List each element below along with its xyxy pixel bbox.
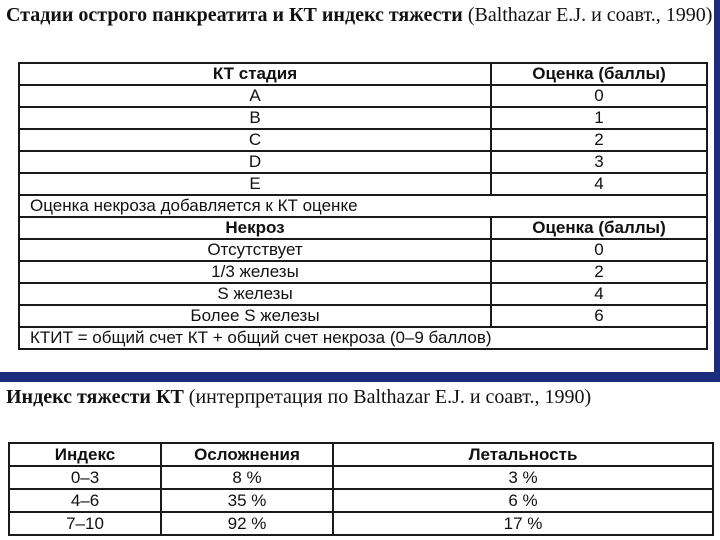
table-row [19,85,707,107]
score-cell: 4 [491,173,707,195]
table-row [19,239,707,261]
ct-stage-table [18,62,708,350]
score-cell: 2 [491,261,707,283]
necrosis-cell: Более S железы [19,305,491,327]
heading-severity-normal: (интерпретация по Balthazar E.J. и соавт., 1990) [183,386,592,408]
slide-edge-bar [714,0,720,372]
necrosis-cell: S железы [19,283,491,305]
table-header-row [19,63,707,85]
table-header-row [19,217,707,239]
table-row [19,107,707,129]
index-header: Индекс [9,443,161,466]
heading-stages [6,4,714,27]
heading-stages-bold: Стадии острого панкреатита и КТ индекс тяжести [6,4,463,26]
stage-cell: A [19,85,491,107]
mortality-cell: 17 % [333,512,713,535]
heading-stages-normal: (Balthazar E.J. и соавт., 1990) [462,4,713,26]
stage-cell: B [19,107,491,129]
mortality-header: Летальность [333,443,713,466]
section-divider [0,372,720,382]
stage-cell: E [19,173,491,195]
score-cell: 2 [491,129,707,151]
score-cell: 4 [491,283,707,305]
necrosis-score-header: Оценка (баллы) [491,217,707,239]
heading-severity-index [6,386,714,409]
score-cell: 3 [491,151,707,173]
complications-cell: 8 % [161,466,333,489]
complications-cell: 92 % [161,512,333,535]
heading-severity-bold: Индекс тяжести КТ [6,386,184,408]
table-row [19,305,707,327]
index-cell: 0–3 [9,466,161,489]
necrosis-note-row [19,195,707,217]
stage-header: КТ стадия [19,63,491,85]
stage-cell: C [19,129,491,151]
score-cell: 6 [491,305,707,327]
index-cell: 7–10 [9,512,161,535]
complications-header: Осложнения [161,443,333,466]
necrosis-cell: 1/3 железы [19,261,491,283]
stage-cell: D [19,151,491,173]
mortality-cell: 6 % [333,489,713,512]
index-cell: 4–6 [9,489,161,512]
table-header-row [9,443,713,466]
table-row [19,261,707,283]
mortality-cell: 3 % [333,466,713,489]
table-row [19,173,707,195]
severity-index-table [8,442,714,536]
table-row [9,489,713,512]
score-cell: 0 [491,239,707,261]
formula-row [19,327,707,349]
score-cell: 1 [491,107,707,129]
necrosis-cell: Отсутствует [19,239,491,261]
table-row [19,129,707,151]
table-row [19,283,707,305]
table-row [19,151,707,173]
score-header: Оценка (баллы) [491,63,707,85]
necrosis-note: Оценка некроза добавляется к КТ оценке [19,195,707,217]
formula: КТИТ = общий счет КТ + общий счет некроза (0–9 баллов) [19,327,707,349]
score-cell: 0 [491,85,707,107]
table-row [9,512,713,535]
necrosis-header: Некроз [19,217,491,239]
table-row [9,466,713,489]
complications-cell: 35 % [161,489,333,512]
